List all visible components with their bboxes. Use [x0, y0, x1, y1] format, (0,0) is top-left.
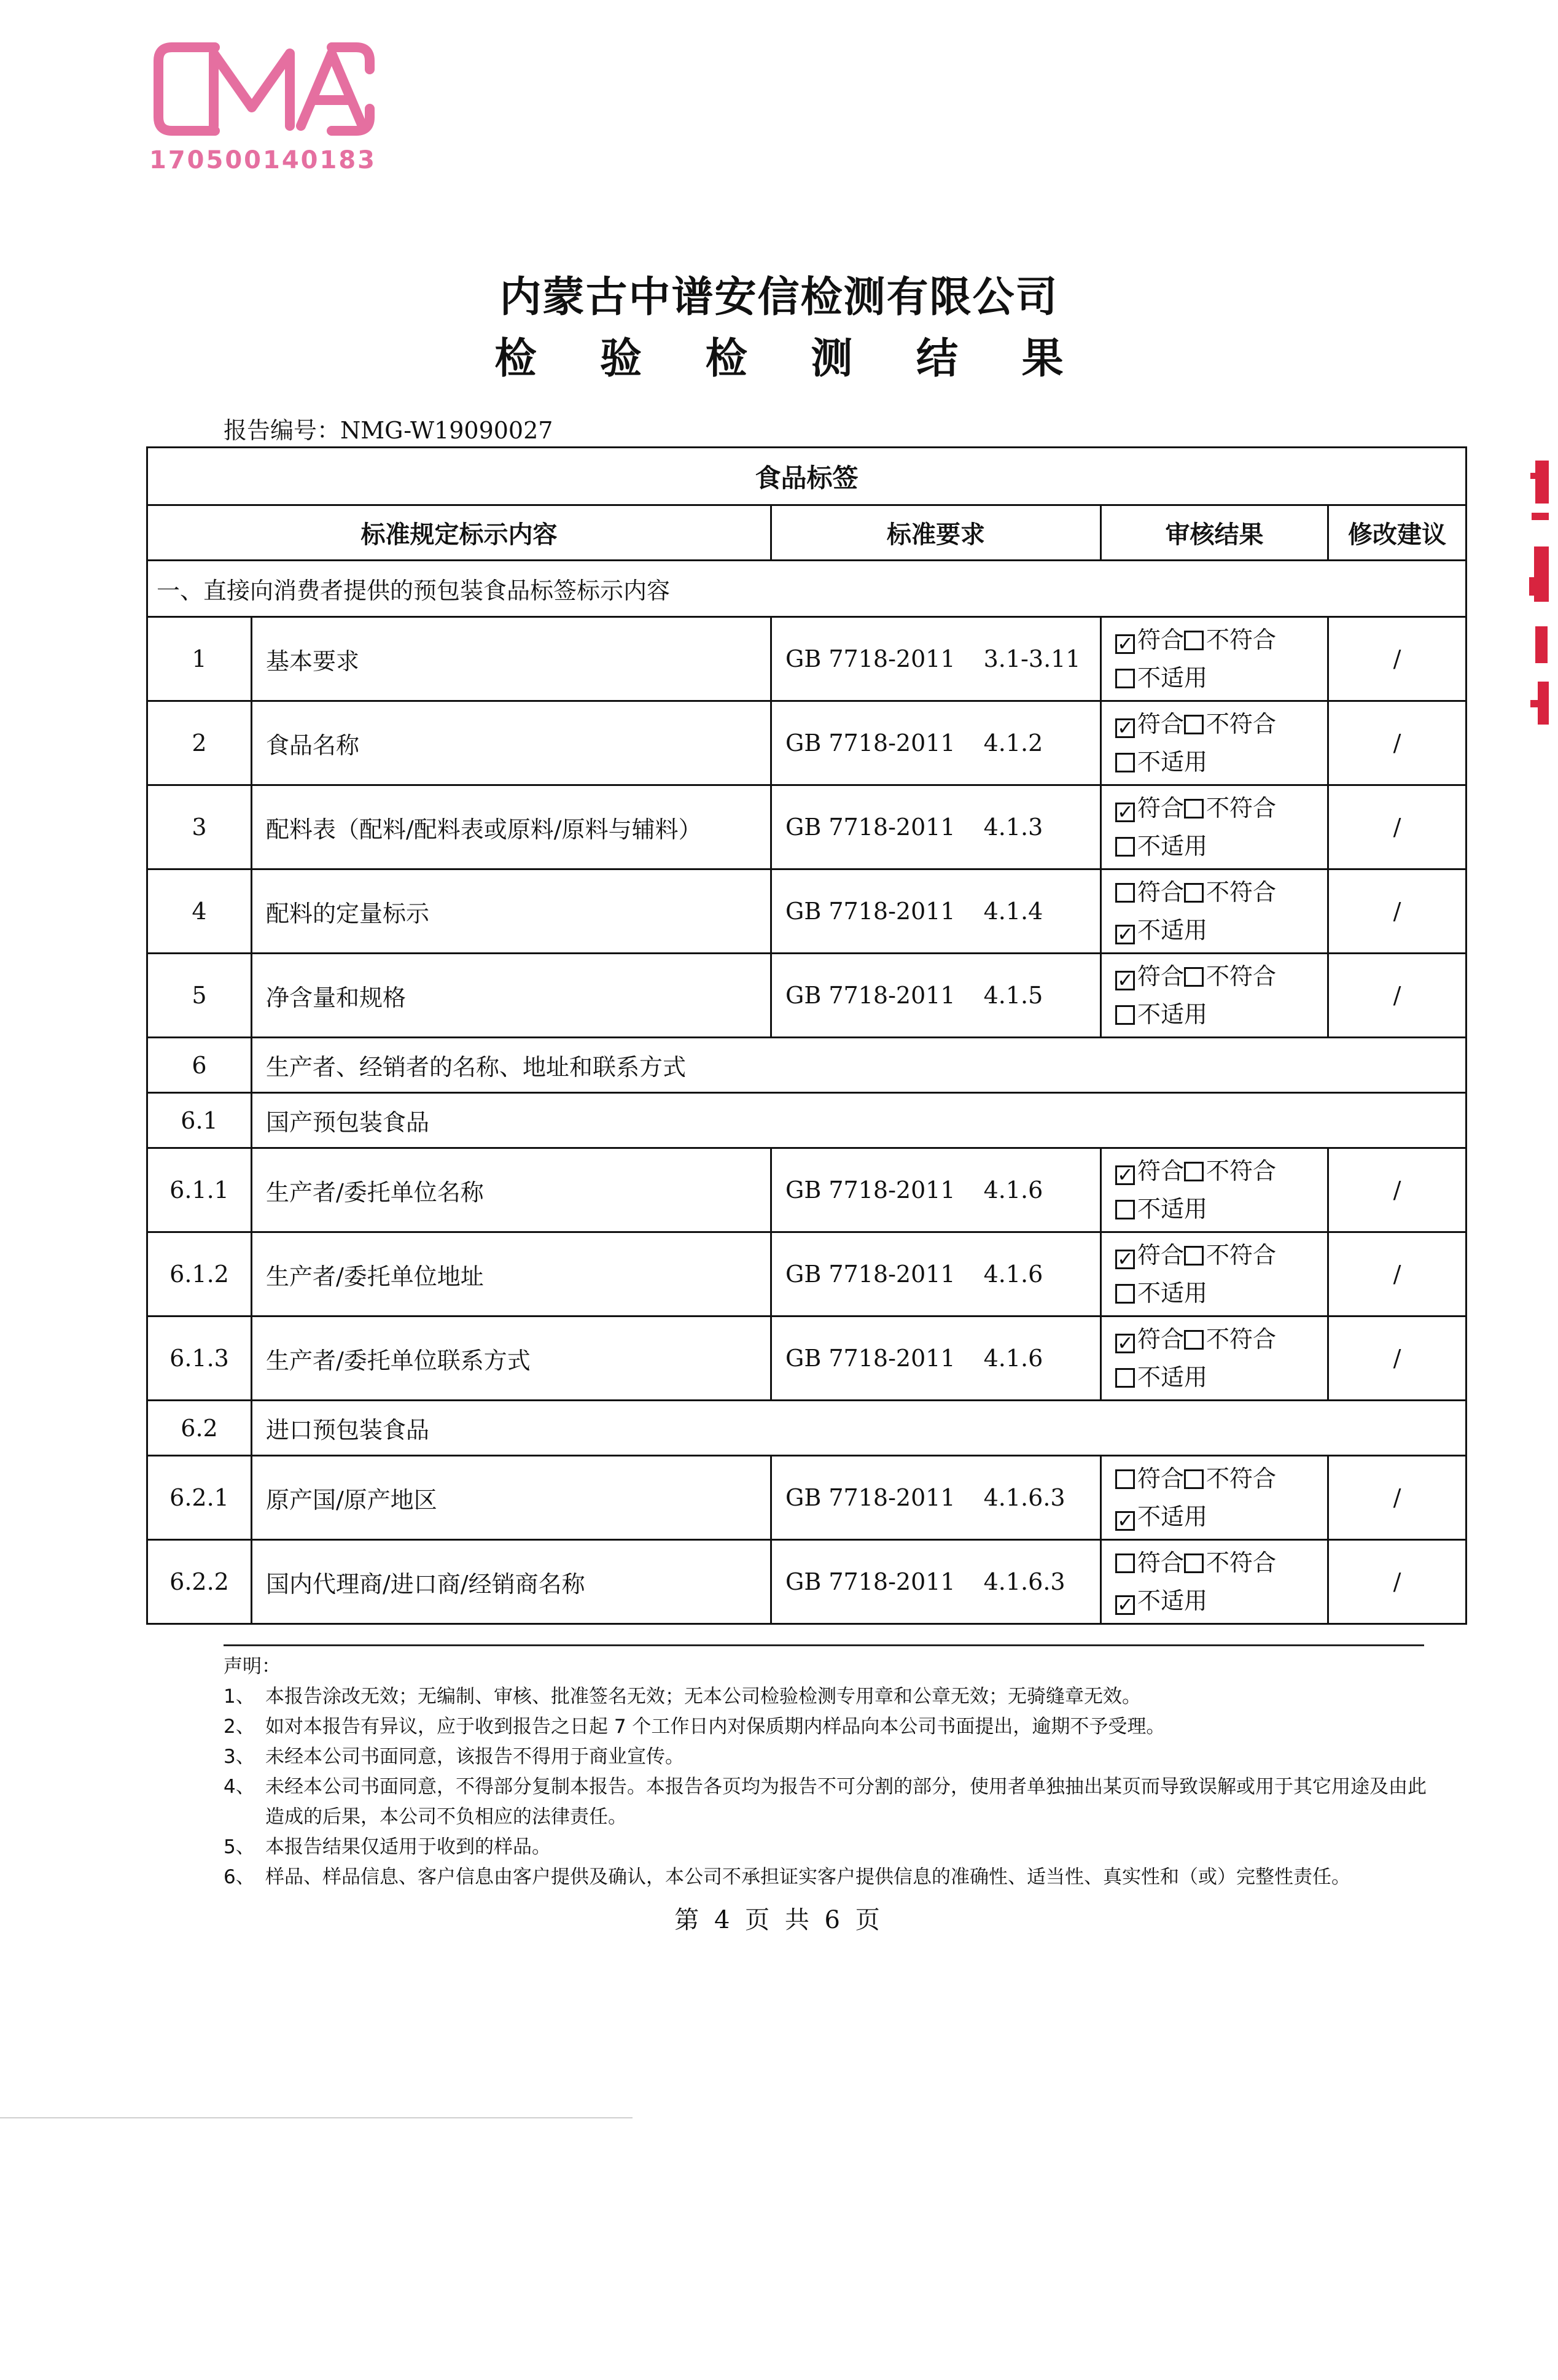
na-label: 不适用	[1137, 1001, 1208, 1028]
standard-code: GB 7718-2011	[785, 729, 956, 756]
group-row	[147, 1038, 1466, 1093]
row-number: 4	[147, 869, 252, 954]
section-title: 一、直接向消费者提供的预包装食品标签标示内容	[147, 561, 1466, 617]
table-row	[147, 701, 1466, 785]
row-content: 生产者、经销者的名称、地址和联系方式	[252, 1038, 1466, 1093]
nonconform-label: 不符合	[1206, 1157, 1277, 1184]
conform-label: 符合	[1137, 1326, 1185, 1353]
row-result	[1101, 1232, 1328, 1316]
header-content: 标准规定标示内容	[147, 505, 771, 561]
note-number: 6、	[224, 1866, 255, 1888]
note-item	[224, 1772, 1427, 1832]
row-content: 食品名称	[252, 701, 771, 785]
table-row	[147, 785, 1466, 869]
row-suggestion: /	[1328, 617, 1466, 701]
conform-label: 符合	[1137, 879, 1185, 906]
nonconform-label: 不符合	[1206, 710, 1277, 737]
standard-code: GB 7718-2011	[785, 645, 956, 672]
na-label: 不适用	[1137, 749, 1208, 776]
note-text: 本报告涂改无效；无编制、审核、批准签名无效；无本公司检验检测专用章和公章无效；无骑缝章无效。	[265, 1686, 1141, 1708]
na-label: 不适用	[1137, 1280, 1208, 1307]
nonconform-label: 不符合	[1206, 963, 1277, 990]
row-suggestion: /	[1328, 1148, 1466, 1232]
row-result	[1101, 869, 1328, 954]
standard-clause: 4.1.6.3	[983, 1568, 1065, 1595]
row-number: 6.2	[147, 1401, 252, 1456]
conform-label: 符合	[1137, 710, 1185, 737]
standard-code: GB 7718-2011	[785, 898, 956, 925]
row-content: 生产者/委托单位地址	[252, 1232, 771, 1316]
row-standard	[771, 701, 1101, 785]
row-number: 3	[147, 785, 252, 869]
row-content: 生产者/委托单位联系方式	[252, 1316, 771, 1401]
table-row	[147, 617, 1466, 701]
note-item	[224, 1712, 1427, 1742]
row-suggestion: /	[1328, 785, 1466, 869]
seal-stamp-fragment	[1527, 454, 1551, 761]
row-suggestion: /	[1328, 1540, 1466, 1624]
na-label: 不适用	[1137, 833, 1208, 860]
na-label: 不适用	[1137, 1196, 1208, 1223]
table-row	[147, 1456, 1466, 1540]
nonconform-checkbox	[1184, 883, 1204, 903]
disclaimer-notes	[224, 1652, 1427, 1892]
note-text: 本报告结果仅适用于收到的样品。	[265, 1836, 551, 1858]
standard-code: GB 7718-2011	[785, 1345, 956, 1372]
na-checkbox: ✓	[1115, 1511, 1135, 1531]
note-number: 5、	[224, 1836, 255, 1858]
na-checkbox: ✓	[1115, 925, 1135, 944]
standard-code: GB 7718-2011	[785, 982, 956, 1009]
page-footer: 第 4 页 共 6 页	[674, 1906, 884, 1934]
standard-clause: 4.1.6	[983, 1261, 1043, 1288]
row-suggestion: /	[1328, 954, 1466, 1038]
table-row	[147, 1232, 1466, 1316]
conform-checkbox: ✓	[1115, 971, 1135, 990]
group-row	[147, 1093, 1466, 1148]
row-standard	[771, 1316, 1101, 1401]
nonconform-checkbox	[1184, 715, 1204, 734]
row-result	[1101, 1316, 1328, 1401]
conform-checkbox: ✓	[1115, 634, 1135, 654]
na-label: 不适用	[1137, 1503, 1208, 1530]
row-number: 6	[147, 1038, 252, 1093]
nonconform-label: 不符合	[1206, 1549, 1277, 1576]
row-suggestion: /	[1328, 1232, 1466, 1316]
conform-label: 符合	[1137, 795, 1185, 822]
row-suggestion: /	[1328, 1456, 1466, 1540]
row-standard	[771, 785, 1101, 869]
row-standard	[771, 954, 1101, 1038]
na-checkbox	[1115, 1200, 1135, 1219]
conform-label: 符合	[1137, 626, 1185, 653]
standard-code: GB 7718-2011	[785, 1261, 956, 1288]
row-suggestion: /	[1328, 869, 1466, 954]
na-checkbox	[1115, 1284, 1135, 1304]
nonconform-label: 不符合	[1206, 879, 1277, 906]
row-number: 6.2.1	[147, 1456, 252, 1540]
conform-label: 符合	[1137, 1242, 1185, 1269]
table-row	[147, 1540, 1466, 1624]
nonconform-checkbox	[1184, 1554, 1204, 1573]
note-number: 3、	[224, 1746, 255, 1768]
standard-clause: 4.1.5	[983, 982, 1043, 1009]
na-checkbox	[1115, 753, 1135, 772]
row-result	[1101, 1540, 1328, 1624]
row-content: 净含量和规格	[252, 954, 771, 1038]
row-number: 6.1.2	[147, 1232, 252, 1316]
row-number: 1	[147, 617, 252, 701]
row-number: 6.1.1	[147, 1148, 252, 1232]
row-content: 配料的定量标示	[252, 869, 771, 954]
note-text: 未经本公司书面同意，不得部分复制本报告。本报告各页均为报告不可分割的部分，使用者单独抽出某页而导致误解或用于其它用途及由此造成的后果，本公司不负相应的法律责任。	[265, 1776, 1427, 1828]
na-checkbox	[1115, 669, 1135, 688]
row-number: 6.1	[147, 1093, 252, 1148]
na-checkbox	[1115, 1005, 1135, 1025]
scan-line	[0, 2117, 633, 2118]
note-number: 2、	[224, 1716, 255, 1738]
conform-checkbox: ✓	[1115, 718, 1135, 738]
conform-checkbox: ✓	[1115, 1334, 1135, 1353]
row-result	[1101, 1456, 1328, 1540]
nonconform-label: 不符合	[1206, 1326, 1277, 1353]
standard-code: GB 7718-2011	[785, 1176, 956, 1204]
na-checkbox: ✓	[1115, 1595, 1135, 1615]
row-content: 进口预包装食品	[252, 1401, 1466, 1456]
report-number: 报告编号：NMG-W19090027	[224, 417, 553, 444]
row-suggestion: /	[1328, 1316, 1466, 1401]
standard-clause: 4.1.6	[983, 1176, 1043, 1204]
conform-checkbox	[1115, 1554, 1135, 1573]
standard-clause: 4.1.4	[983, 898, 1043, 925]
nonconform-label: 不符合	[1206, 1465, 1277, 1492]
row-standard	[771, 1540, 1101, 1624]
cma-number: 170500140183	[149, 146, 376, 174]
row-number: 6.2.2	[147, 1540, 252, 1624]
na-label: 不适用	[1137, 1587, 1208, 1614]
row-standard	[771, 617, 1101, 701]
standard-code: GB 7718-2011	[785, 814, 956, 841]
conform-checkbox	[1115, 1469, 1135, 1489]
note-item	[224, 1862, 1427, 1892]
row-standard	[771, 1148, 1101, 1232]
row-standard	[771, 1232, 1101, 1316]
note-item	[224, 1832, 1427, 1862]
note-item	[224, 1682, 1427, 1712]
nonconform-label: 不符合	[1206, 795, 1277, 822]
table-header-row	[147, 505, 1466, 561]
note-item	[224, 1742, 1427, 1772]
note-text: 未经本公司书面同意，该报告不得用于商业宣传。	[265, 1746, 684, 1768]
standard-code: GB 7718-2011	[785, 1484, 956, 1511]
table-row	[147, 1148, 1466, 1232]
na-checkbox	[1115, 1368, 1135, 1388]
header-standard: 标准要求	[771, 505, 1101, 561]
cma-logo	[147, 34, 381, 144]
row-content: 原产国/原产地区	[252, 1456, 771, 1540]
note-text: 样品、样品信息、客户信息由客户提供及确认，本公司不承担证实客户提供信息的准确性、适当性、真实性和（或）完整性责任。	[265, 1866, 1350, 1888]
row-result	[1101, 785, 1328, 869]
table-row	[147, 954, 1466, 1038]
row-result	[1101, 954, 1328, 1038]
conform-label: 符合	[1137, 1465, 1185, 1492]
table-row	[147, 1316, 1466, 1401]
row-number: 2	[147, 701, 252, 785]
standard-clause: 4.1.2	[983, 729, 1043, 756]
document-title: 检 验 检 测 结 果	[494, 334, 1088, 383]
conform-checkbox: ✓	[1115, 1250, 1135, 1269]
label-inspection-table	[146, 446, 1467, 1625]
row-content: 基本要求	[252, 617, 771, 701]
na-checkbox	[1115, 837, 1135, 857]
conform-checkbox: ✓	[1115, 1165, 1135, 1185]
header-result: 审核结果	[1101, 505, 1328, 561]
nonconform-checkbox	[1184, 799, 1204, 819]
standard-clause: 3.1-3.11	[983, 645, 1081, 672]
conform-checkbox: ✓	[1115, 803, 1135, 822]
table-caption: 食品标签	[147, 448, 1466, 505]
note-text: 如对本报告有异议，应于收到报告之日起 7 个工作日内对保质期内样品向本公司书面提出，逾期不予受理。	[265, 1716, 1166, 1738]
row-suggestion: /	[1328, 701, 1466, 785]
nonconform-checkbox	[1184, 967, 1204, 987]
nonconform-label: 不符合	[1206, 1242, 1277, 1269]
na-label: 不适用	[1137, 917, 1208, 944]
row-content: 生产者/委托单位名称	[252, 1148, 771, 1232]
nonconform-checkbox	[1184, 1330, 1204, 1350]
standard-clause: 4.1.6	[983, 1345, 1043, 1372]
note-number: 1、	[224, 1686, 255, 1708]
row-number: 5	[147, 954, 252, 1038]
company-name: 内蒙古中谱安信检测有限公司	[499, 273, 1059, 322]
note-number: 4、	[224, 1776, 255, 1798]
nonconform-checkbox	[1184, 1162, 1204, 1181]
conform-checkbox	[1115, 883, 1135, 903]
na-label: 不适用	[1137, 1364, 1208, 1391]
conform-label: 符合	[1137, 1157, 1185, 1184]
row-content: 配料表（配料/配料表或原料/原料与辅料）	[252, 785, 771, 869]
standard-clause: 4.1.6.3	[983, 1484, 1065, 1511]
row-standard	[771, 869, 1101, 954]
header-suggestion: 修改建议	[1328, 505, 1466, 561]
standard-code: GB 7718-2011	[785, 1568, 956, 1595]
nonconform-checkbox	[1184, 1246, 1204, 1266]
row-content: 国内代理商/进口商/经销商名称	[252, 1540, 771, 1624]
notes-title: 声明：	[224, 1655, 281, 1678]
nonconform-checkbox	[1184, 1469, 1204, 1489]
nonconform-label: 不符合	[1206, 626, 1277, 653]
row-result	[1101, 617, 1328, 701]
nonconform-checkbox	[1184, 631, 1204, 650]
na-label: 不适用	[1137, 664, 1208, 691]
conform-label: 符合	[1137, 1549, 1185, 1576]
table-row	[147, 869, 1466, 954]
standard-clause: 4.1.3	[983, 814, 1043, 841]
row-standard	[771, 1456, 1101, 1540]
row-content: 国产预包装食品	[252, 1093, 1466, 1148]
notes-divider	[224, 1644, 1424, 1646]
row-number: 6.1.3	[147, 1316, 252, 1401]
conform-label: 符合	[1137, 963, 1185, 990]
group-row	[147, 1401, 1466, 1456]
row-result	[1101, 1148, 1328, 1232]
row-result	[1101, 701, 1328, 785]
